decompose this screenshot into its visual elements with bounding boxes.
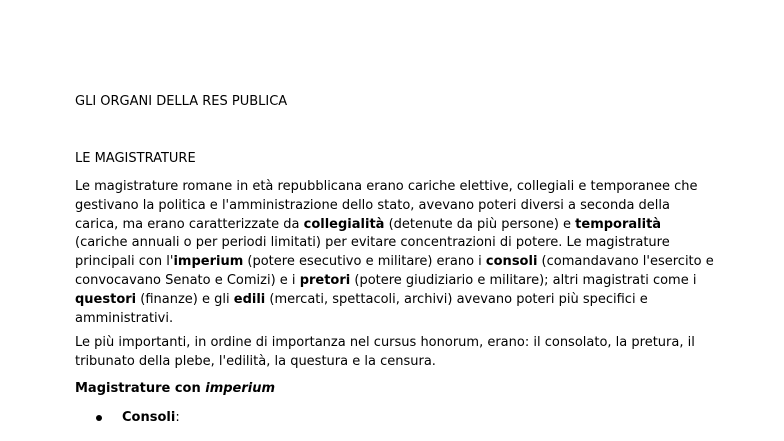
intro-paragraph — [75, 178, 715, 328]
section-heading: LE MAGISTRATURE — [75, 151, 196, 166]
subheading-text: Magistrature con — [75, 381, 206, 396]
bold-term-edili: edili — [233, 291, 266, 307]
bold-term-collegialita: collegialità — [303, 216, 385, 232]
paragraph-text: (potere giudiziario e militare); altri magistrati come i — [350, 272, 697, 288]
subheading-imperium — [75, 380, 275, 398]
paragraph-text: (mercati, spettacoli, archivi) avevano poteri più specifici e amministrativi. — [75, 291, 648, 326]
bold-term-questori: questori — [75, 291, 137, 307]
bold-term-pretori: pretori — [299, 272, 351, 288]
paragraph-text: (cariche annuali o per periodi limitati) per evitare concentrazioni di potere. Le magistrature principali con l' — [75, 235, 670, 270]
paragraph-text: (finanze) e gli — [136, 291, 234, 307]
list-item-label: Consoli — [122, 410, 176, 425]
subheading-emphasis: imperium — [205, 381, 276, 396]
cursus-honorum-paragraph: Le più importanti, in ordine di importanza nel cursus honorum, erano: il consolato, la pretura, il tribunato della plebe, l'edilità, la questura e la censura. — [75, 335, 695, 369]
paragraph-text: (comandavano l'esercito e convocavano Senato e Comizi) e i — [75, 254, 714, 288]
paragraph-text: (detenute da più persone) e — [384, 216, 576, 232]
bullet-icon — [96, 415, 102, 421]
bold-term-imperium: imperium — [173, 254, 244, 270]
bullet-list — [75, 409, 180, 427]
paragraph-text: (potere esecutivo e militare) erano i — [243, 254, 486, 270]
bold-term-consoli: consoli — [485, 254, 538, 270]
document-title: GLI ORGANI DELLA RES PUBLICA — [75, 94, 288, 109]
list-item-suffix: : — [175, 410, 180, 425]
list-item — [75, 409, 180, 427]
paragraph-text: Le magistrature romane in età repubblicana erano cariche elettive, collegiali e temporanee che gestivano la politica e l'amministrazione dello stato, avevano poteri diversi a seconda della carica, ma erano caratterizzate da — [75, 179, 698, 232]
bold-term-temporalita: temporalità — [575, 216, 662, 232]
